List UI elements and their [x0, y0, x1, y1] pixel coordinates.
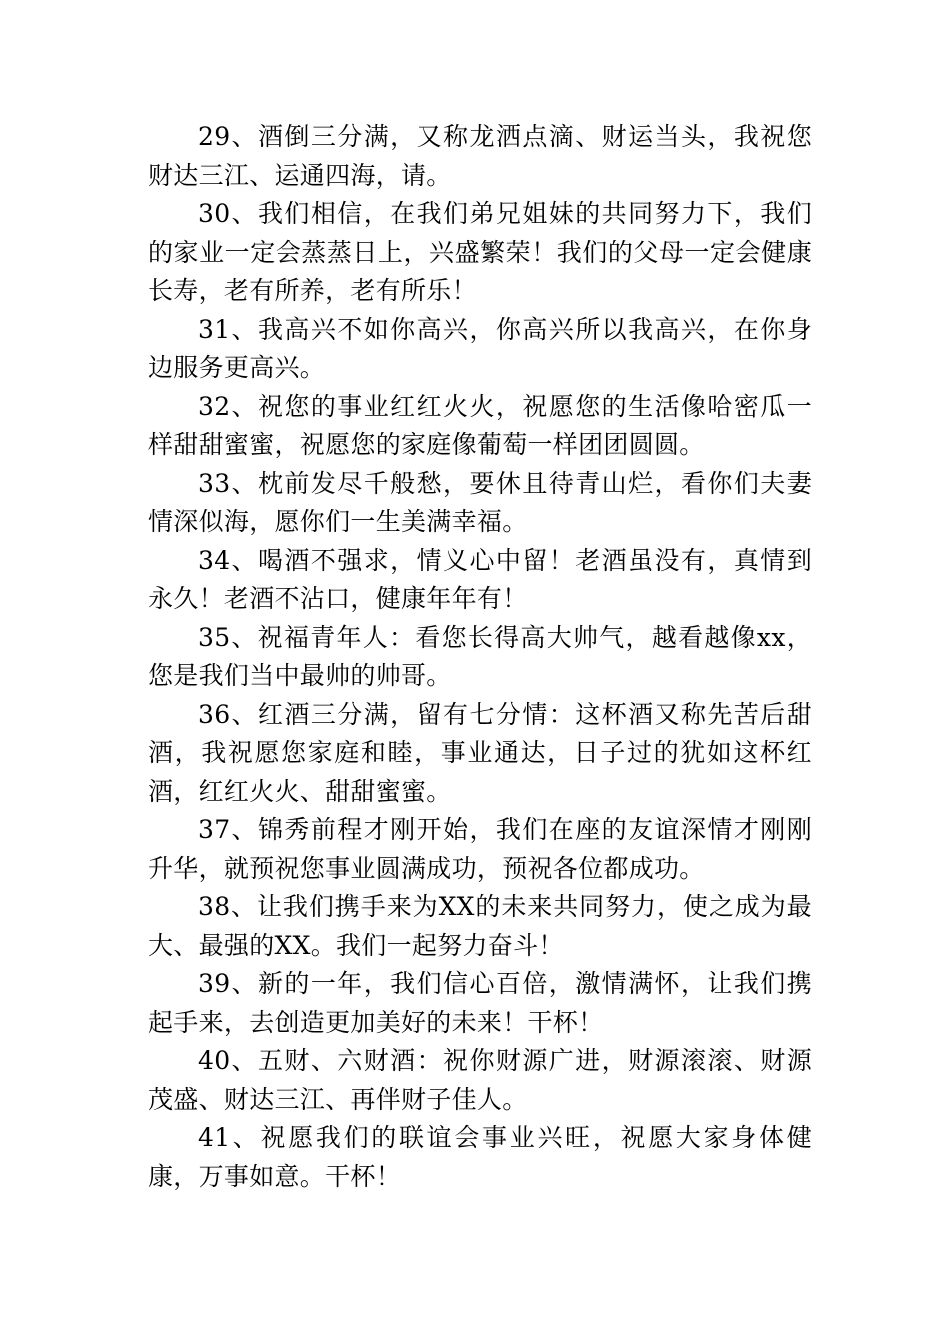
paragraph-40: 40、五财、六财酒：祝你财源广进，财源滚滚、财源茂盛、财达三江、再伴财子佳人。	[148, 1046, 812, 1114]
paragraph-41: 41、祝愿我们的联谊会事业兴旺，祝愿大家身体健康，万事如意。干杯！	[148, 1123, 812, 1191]
document-body	[148, 118, 812, 1196]
paragraph-30: 30、我们相信，在我们弟兄姐妹的共同努力下，我们的家业一定会蒸蒸日上，兴盛繁荣！我们的父母一定会健康长寿，老有所养，老有所乐！	[148, 199, 812, 305]
paragraph-38: 38、让我们携手来为XX的未来共同努力，使之成为最大、最强的XX。我们一起努力奋斗！	[148, 892, 812, 960]
paragraph-33: 33、枕前发尽千般愁，要休且待青山烂，看你们夫妻情深似海，愿你们一生美满幸福。	[148, 468, 812, 536]
paragraph-32: 32、祝您的事业红红火火，祝愿您的生活像哈密瓜一样甜甜蜜蜜，祝愿您的家庭像葡萄一样团团圆圆。	[148, 391, 812, 459]
paragraph-39: 39、新的一年，我们信心百倍，激情满怀，让我们携起手来，去创造更加美好的未来！干杯！	[148, 969, 812, 1037]
paragraph-29: 29、酒倒三分满，又称龙洒点滴、财运当头，我祝您财达三江、运通四海，请。	[148, 122, 812, 190]
paragraph-36: 36、红酒三分满，留有七分情：这杯酒又称先苦后甜酒，我祝愿您家庭和睦，事业通达，日子过的犹如这杯红酒，红红火火、甜甜蜜蜜。	[148, 699, 812, 806]
paragraph-31: 31、我高兴不如你高兴，你高兴所以我高兴，在你身边服务更高兴。	[148, 314, 812, 382]
paragraph-35: 35、祝福青年人：看您长得高大帅气，越看越像xx，您是我们当中最帅的帅哥。	[148, 622, 812, 690]
paragraph-37: 37、锦秀前程才刚开始，我们在座的友谊深情才刚刚升华，就预祝您事业圆满成功，预祝各位都成功。	[148, 815, 812, 883]
paragraph-34: 34、喝酒不强求，情义心中留！老酒虽没有，真情到永久！老酒不沾口，健康年年有！	[148, 545, 812, 613]
